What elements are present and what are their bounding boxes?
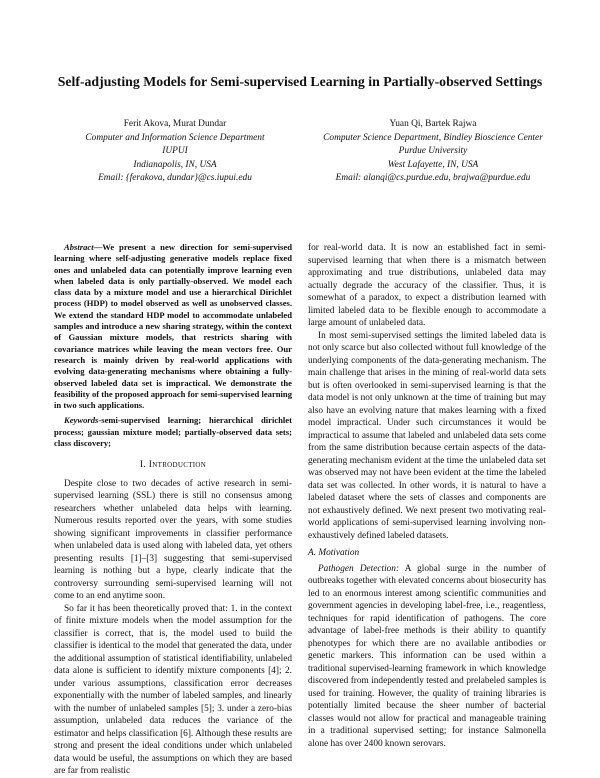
author-block-left bbox=[40, 118, 310, 186]
motivation-text: A global surge in the number of outbreaks together with elevated concerns about biosecurity has led to an enormous interest among scientific communities and government agencies in developing label-free, i.e., reagentless, techniques for rapid identification of pathogens. The core advantage of label-free methods is their ability to quantify phenotypes for which there are no available antibodies or genetic markers. This information can be used within a traditional supervised-learning framework in which knowledge discovered from independently tested and prelabeled samples is used for training. However, the quality of training libraries is potentially limited because the sheer number of bacterial classes would not allow for practical and manageable training in a traditional supervised setting; for instance Salmonella alone has over 2400 known serovars. bbox=[308, 563, 546, 749]
motivation-paragraph bbox=[308, 563, 546, 751]
author-email: Email: {ferakova, dundar}@cs.iupui.edu bbox=[98, 173, 252, 184]
section-number: I. bbox=[139, 459, 149, 471]
author-email: Email: alanqi@cs.purdue.edu, brajwa@purdue.edu bbox=[335, 173, 531, 184]
author-department: Computer Science Department, Bindley Bioscience Center bbox=[323, 132, 543, 143]
author-institution: IUPUI bbox=[162, 146, 188, 157]
abstract bbox=[54, 242, 292, 411]
intro-paragraph-continued: for real-world data. It is now an established fact in semi-supervised learning that when there is a mismatch between approximating and true distributions, unlabeled data may actually degrade the accuracy of the classifier. Thus, it is somewhat of a paradox, to expect a distribution learned with limited labeled data to be flexible enough to accommodate a large amount of unlabeled data. bbox=[308, 243, 546, 328]
author-location: West Lafayette, IN, USA bbox=[387, 159, 479, 170]
left-column bbox=[54, 242, 292, 778]
author-department: Computer and Information Science Department bbox=[85, 132, 265, 143]
author-block-right bbox=[298, 118, 568, 186]
abstract-text: —We present a new direction for semi-supervised learning where self-adjusting generative models replace fixed ones and unlabeled data can potentially improve learning even when labeled data is only partially-observed. We model each class data by a mixture model and use a hierarchical Dirichlet process (HDP) to model observed as well as unobserved classes. We extend the standard HDP model to accommodate unlabeled samples and introduce a new sharing strategy, within the context of Gaussian mixture models, that restricts sharing with covariance matrices while leaving the mean vectors free. Our research is mainly driven by real-world applications with evolving data-generating mechanisms where obtaining a fully-observed labeled data set is impractical. We demonstrate the feasibility of the proposed approach for semi-supervised learning in two such applications. bbox=[54, 242, 293, 411]
motivation-lead: Pathogen Detection: bbox=[318, 563, 400, 574]
author-location: Indianapolis, IN, USA bbox=[133, 159, 217, 170]
keywords-lead: Keywords bbox=[64, 415, 99, 426]
keywords-text: -semi-supervised learning; hierarchical dirichlet process; gaussian mixture model; partially-observed data sets; class discovery; bbox=[54, 415, 292, 449]
section-heading-introduction bbox=[54, 459, 292, 472]
author-names: Ferit Akova, Murat Dundar bbox=[123, 119, 227, 129]
abstract-lead: Abstract bbox=[64, 242, 94, 252]
right-column bbox=[308, 242, 546, 750]
author-names: Yuan Qi, Bartek Rajwa bbox=[389, 119, 477, 129]
subsection-heading-motivation: A. Motivation bbox=[308, 548, 360, 558]
paper-title: Self-adjusting Models for Semi-supervised Learning in Partially-observed Settings bbox=[57, 74, 543, 89]
intro-paragraph-1: Despite close to two decades of active research in semi-supervised learning (SSL) there is still no consensus among researchers whether unlabeled data helps with learning. Numerous results reported over the years, with some studies showing significant improvements in classifier performance when unlabeled data is used along with labeled data, yet others presenting results [1]–[3] suggesting that semi-supervised learning is nothing but a hype, clearly indicate that the controversy surrounding semi-supervised learning will not come to an end anytime soon. bbox=[54, 478, 292, 602]
section-title: Introduction bbox=[148, 459, 207, 471]
intro-paragraph-2: So far it has been theoretically proved that: 1. in the context of finite mixture models when the model assumption for the classifier is correct, that is, the model used to build the classifier is identical to the model that generated the data, under the additional assumption of statistical identifiability, unlabeled data alone is sufficient to identify mixture components [4]; 2. under various assumptions, classification error decreases exponentially with the number of labeled samples, and linearly with the number of unlabeled samples [5]; 3. under a zero-bias assumption, unlabeled data reduces the variance of the estimator and helps classification [6]. Although these results are strong and present the ideal conditions under which unlabeled data would be useful, the assumptions on which they are based are far from realistic bbox=[54, 603, 292, 777]
intro-paragraph-3: In most semi-supervised settings the limited labeled data is not only scarce but also collected without full knowledge of the underlying components of the data-generating mechanism. The main challenge that arises in the mining of real-world data sets but is often overlooked in semi-supervised learning is that the data model is not only unknown at the time of training but may also have an evolving nature that makes learning with a fixed model impractical. Under such circumstances it would be impractical to assume that labeled and unlabeled data sets come from the same distribution because certain aspects of the data-generating mechanism evident at the time the unlabeled data set was observed may not have been evident at the time the labeled data set was collected. In other words, it is natural to have a labeled dataset where the sets of classes and components are not exhaustively defined. We next present two motivating real-world applications of semi-supervised learning involving non-exhaustively defined labeled datasets. bbox=[308, 330, 546, 541]
author-institution: Purdue University bbox=[398, 146, 468, 157]
keywords bbox=[54, 415, 292, 449]
